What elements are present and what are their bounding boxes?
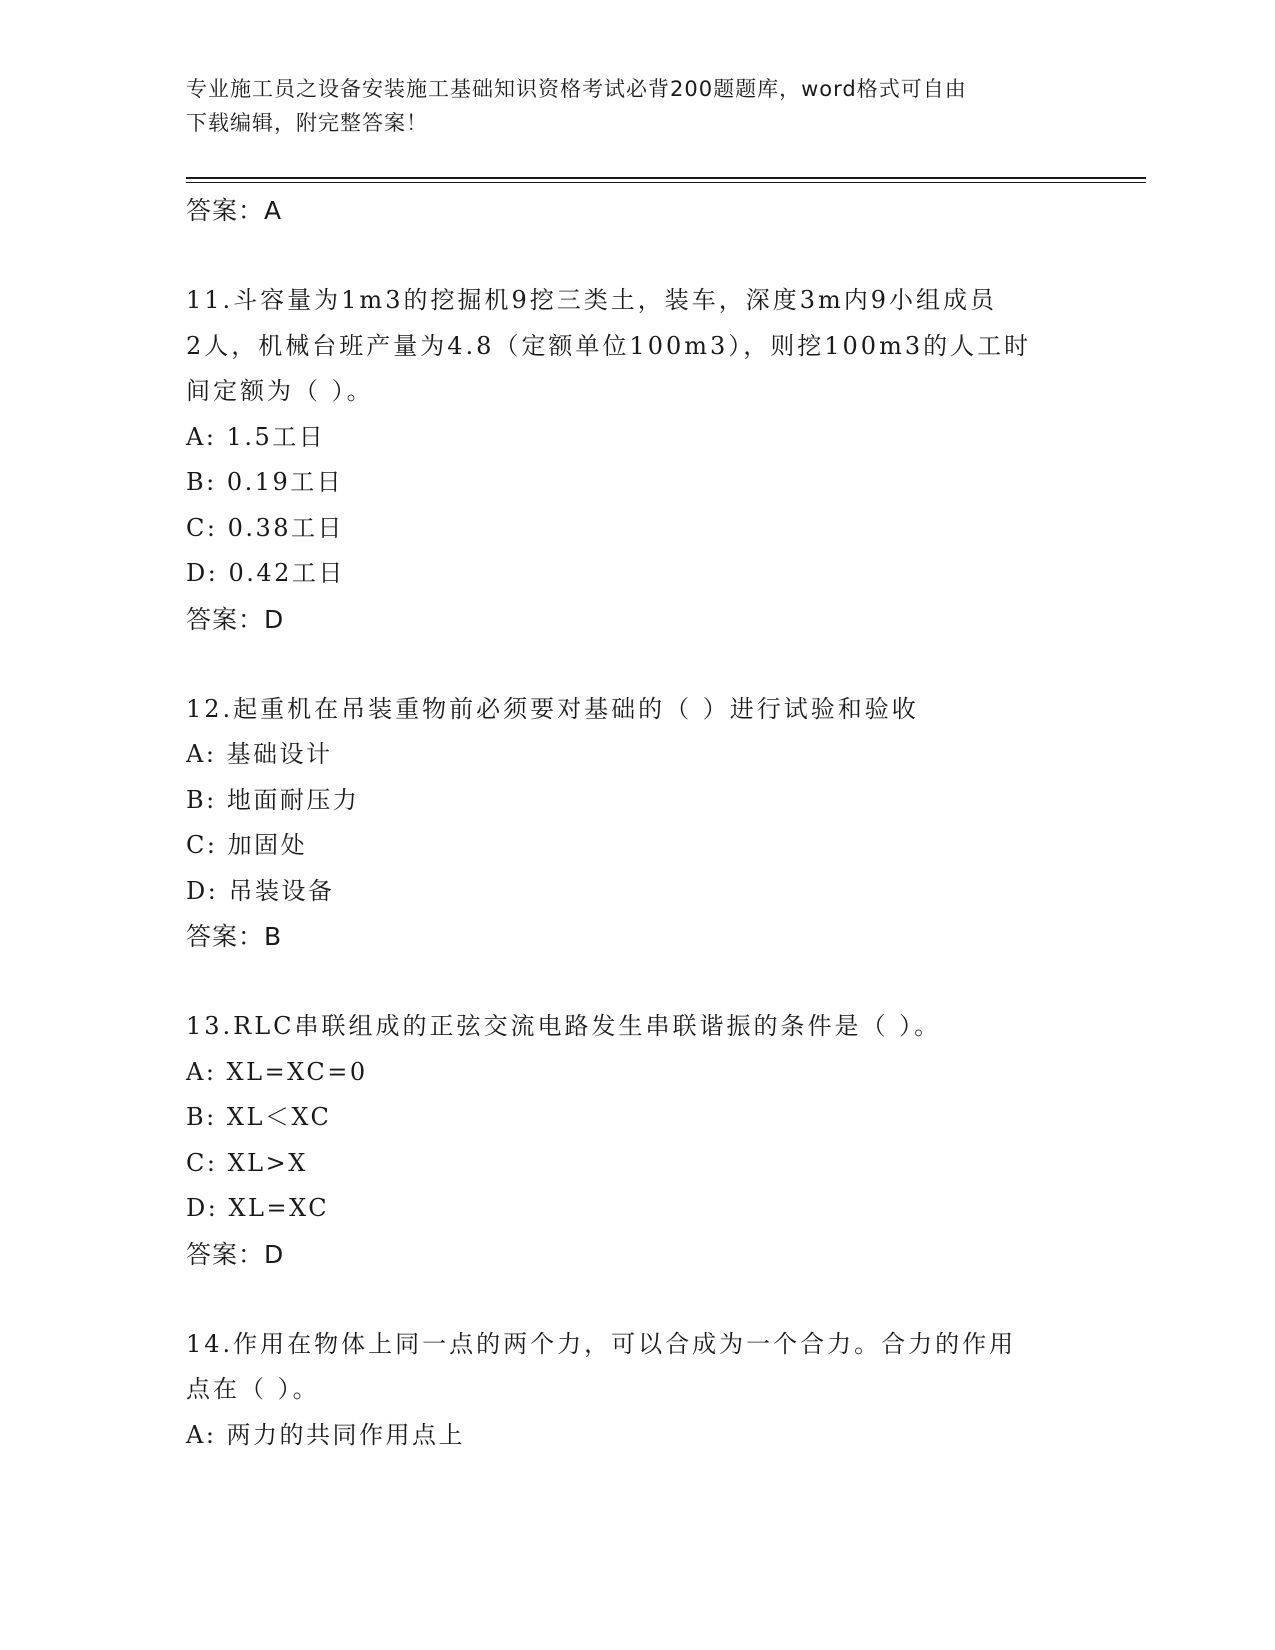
question-14 — [186, 1322, 1086, 1459]
option-c: C: 加固处 — [186, 831, 308, 859]
question-stem-line: 11.斗容量为1m3的挖掘机9挖三类土，装车，深度3m内9小组成员 — [186, 286, 998, 314]
option-a: A: XL=XC=0 — [186, 1057, 368, 1086]
option-c: C: 0.38工日 — [186, 513, 345, 542]
previous-answer: 答案：A — [186, 196, 283, 225]
option-d: D: 吊装设备 — [186, 876, 335, 905]
question-13 — [186, 1004, 1086, 1278]
question-stem-line: 间定额为（ ）。 — [186, 377, 374, 405]
header-divider-thick — [186, 177, 1146, 179]
option-a: A: 1.5工日 — [186, 422, 326, 451]
option-a: A: 基础设计 — [186, 740, 333, 768]
question-stem-line: 14.作用在物体上同一点的两个力，可以合成为一个合力。合力的作用 — [186, 1329, 1017, 1358]
question-answer: 答案：B — [186, 922, 283, 951]
question-stem-line: 12.起重机在吊装重物前必须要对基础的（ ）进行试验和验收 — [186, 694, 919, 723]
option-c: C: XL>X — [186, 1148, 308, 1177]
question-11 — [186, 278, 1086, 643]
question-content — [186, 188, 1086, 1458]
question-stem-line: 13.RLC串联组成的正弦交流电路发生串联谐振的条件是（ ）。 — [186, 1012, 942, 1040]
option-d: D: 0.42工日 — [186, 559, 345, 587]
option-b: B: XL＜XC — [186, 1103, 332, 1131]
question-stem-line: 点在（ ）。 — [186, 1375, 320, 1403]
option-d: D: XL=XC — [186, 1194, 330, 1222]
header-line-1: 专业施工员之设备安装施工基础知识资格考试必背200题题库，word格式可自由 — [186, 77, 967, 101]
question-stem-line: 2人，机械台班产量为4.8（定额单位100m3），则挖100m3的人工时 — [186, 331, 1032, 360]
option-b: B: 0.19工日 — [186, 468, 344, 496]
header-line-2: 下载编辑，附完整答案！ — [186, 111, 428, 135]
option-a: A: 两力的共同作用点上 — [186, 1420, 466, 1449]
document-header — [186, 72, 1086, 140]
header-divider-thin — [186, 182, 1146, 183]
option-b: B: 地面耐压力 — [186, 785, 360, 814]
question-answer: 答案：D — [186, 604, 285, 634]
question-12 — [186, 687, 1086, 961]
question-answer: 答案：D — [186, 1239, 285, 1269]
